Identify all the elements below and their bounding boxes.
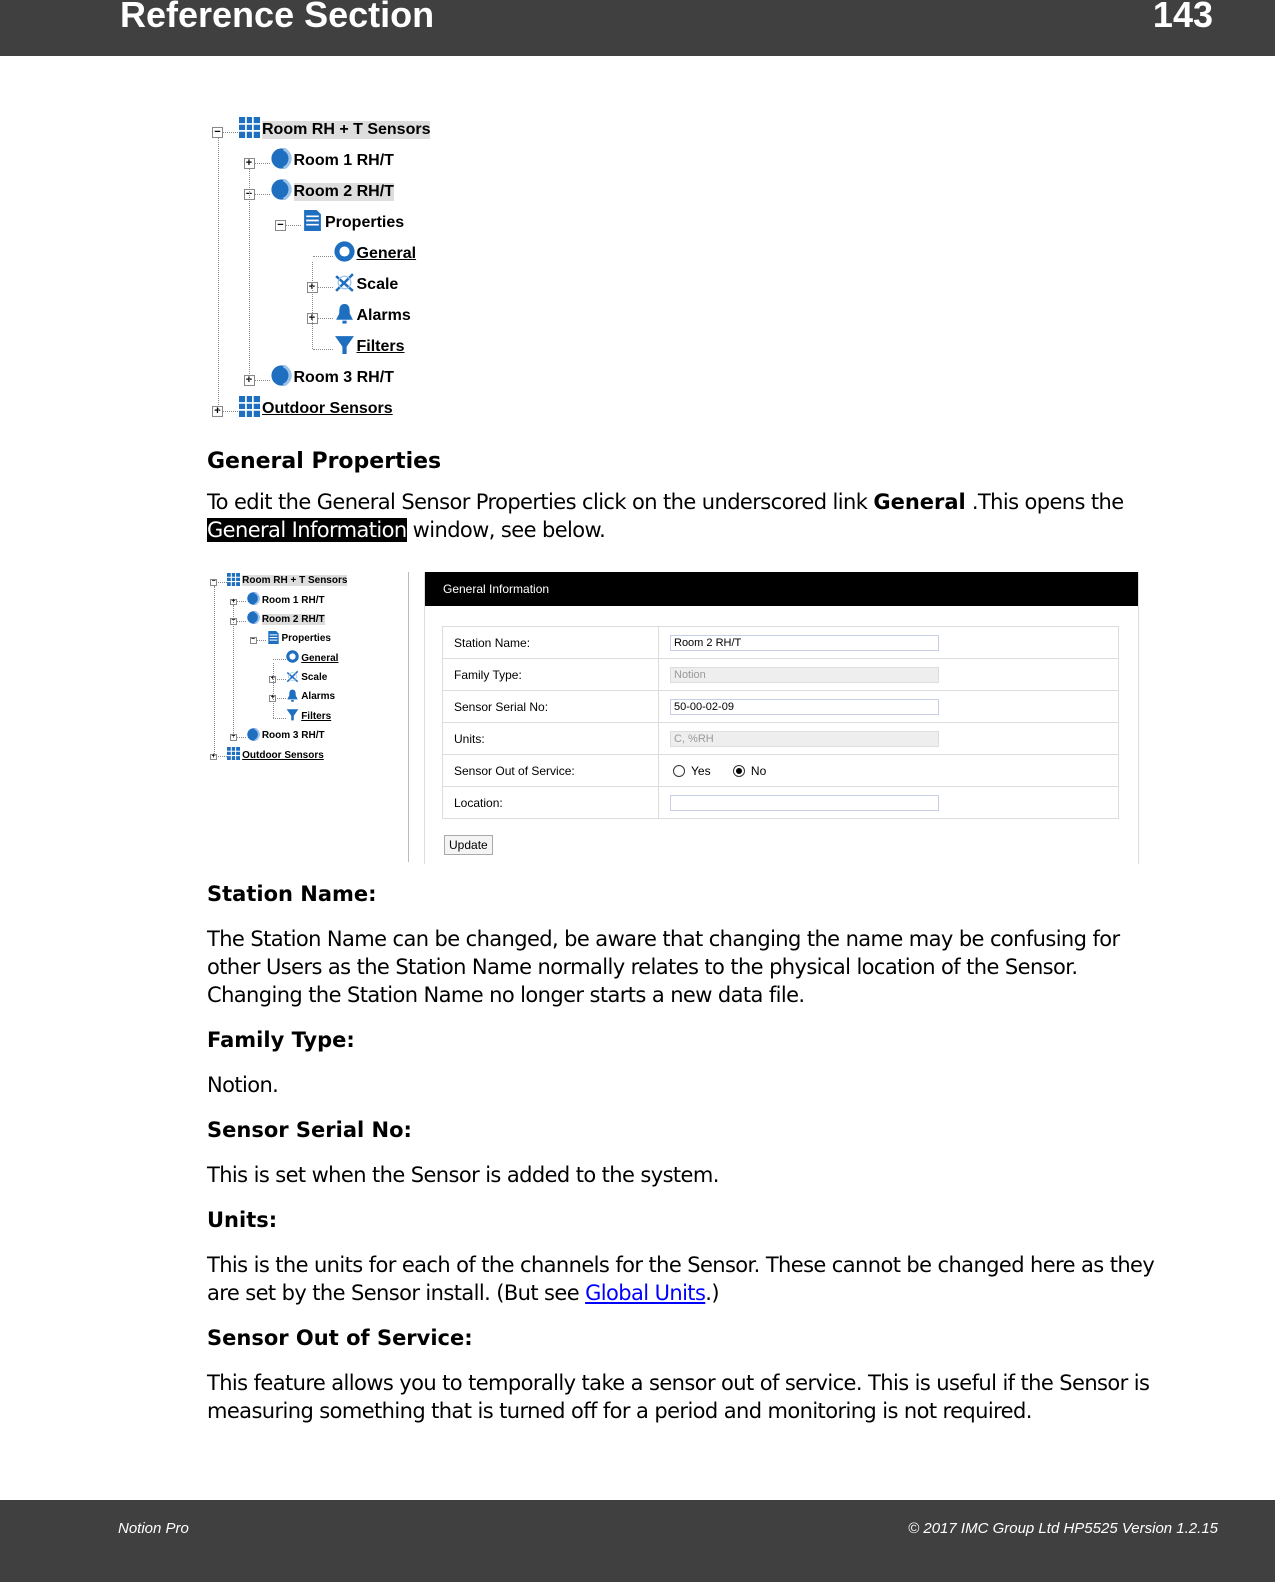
update-button[interactable]: Update <box>444 835 493 855</box>
grid-icon <box>239 396 260 422</box>
filter-icon <box>334 334 355 360</box>
expand-icon[interactable]: + <box>211 752 216 760</box>
tree-item-alarms[interactable] <box>334 300 411 331</box>
units-text <box>207 1251 1157 1307</box>
tree-item-label: Room 3 RH/T <box>293 368 394 386</box>
text: This is the units for each of the channels for the Sensor. These cannot be changed here as they are set by the Sensor install. (But see <box>207 1253 1155 1305</box>
tree-item-label: Properties <box>325 213 405 231</box>
expand-icon[interactable]: + <box>307 282 318 293</box>
radio-no[interactable] <box>733 765 745 777</box>
scale-icon <box>334 272 355 298</box>
tree-item-room-rh-t-sensors[interactable] <box>227 571 347 590</box>
collapse-icon[interactable]: − <box>251 636 256 644</box>
window-title: General Information <box>425 572 1138 606</box>
tree-item-room-2-rh-t[interactable] <box>247 610 325 629</box>
tree-item-room-2-rh-t[interactable] <box>271 176 394 207</box>
expand-icon[interactable]: + <box>231 597 236 605</box>
tree-item-outdoor-sensors[interactable] <box>239 393 393 424</box>
tree-item-scale[interactable] <box>286 668 327 687</box>
tree-item-label: Properties <box>281 633 331 645</box>
tree-item-room-3-rh-t[interactable] <box>247 726 325 745</box>
radio-yes-label: Yes <box>691 763 711 778</box>
tree-item-label: Scale <box>301 672 328 684</box>
serial-heading: Sensor Serial No: <box>207 1118 412 1142</box>
ring-icon <box>334 241 355 267</box>
tree-item-label: General <box>356 244 417 262</box>
tree-item-label: Room 2 RH/T <box>293 182 394 200</box>
grid-icon <box>239 117 260 143</box>
tree-connector <box>249 169 250 380</box>
tree-item-label: Outdoor Sensors <box>242 749 324 761</box>
page-number: 143 <box>1152 0 1213 35</box>
expand-icon[interactable]: + <box>212 406 223 417</box>
expand-icon[interactable]: + <box>270 675 275 682</box>
expand-icon[interactable]: + <box>231 733 236 741</box>
tree-item-label: Scale <box>356 275 399 293</box>
tree-item-label: Outdoor Sensors <box>262 399 393 417</box>
collapse-icon[interactable]: − <box>275 220 286 231</box>
collapse-icon[interactable]: − <box>231 616 236 624</box>
family-type-label: Family Type: <box>443 659 659 691</box>
form-row <box>443 659 1119 691</box>
form-row <box>443 723 1119 755</box>
grid-icon <box>227 747 240 763</box>
station-name-heading: Station Name: <box>207 882 377 906</box>
tree-connector <box>273 718 286 719</box>
tree-connector <box>233 605 234 737</box>
page-footer <box>0 1500 1275 1582</box>
radio-no-label: No <box>750 763 767 778</box>
form-row <box>443 787 1119 819</box>
serial-label: Sensor Serial No: <box>443 691 659 723</box>
general-information-highlight: General Information <box>207 518 407 542</box>
tree-item-label: Alarms <box>301 691 336 703</box>
sensor-icon <box>247 728 260 744</box>
collapse-icon[interactable]: − <box>211 578 216 586</box>
tree-item-filters[interactable] <box>334 331 405 362</box>
collapse-icon[interactable]: − <box>212 127 223 138</box>
family-type-text: Notion. <box>207 1073 279 1097</box>
tree-connector <box>273 659 286 660</box>
page-header <box>0 0 1275 56</box>
collapse-icon[interactable]: − <box>244 189 255 200</box>
tree-item-label: Room 3 RH/T <box>261 730 325 742</box>
tree-item-label: Room RH + T Sensors <box>262 120 431 138</box>
tree-connector <box>312 262 313 349</box>
general-properties-text <box>207 488 1157 544</box>
sensor-icon <box>271 179 292 205</box>
footer-copyright: © 2017 IMC Group Ltd HP5525 Version 1.2.15 <box>908 1520 1218 1537</box>
form-row <box>443 627 1119 659</box>
expand-icon[interactable]: + <box>244 375 255 386</box>
serial-input[interactable]: 50-00-02-09 <box>670 699 939 715</box>
expand-icon[interactable]: + <box>270 694 275 702</box>
bell-icon <box>286 689 299 705</box>
footer-product: Notion Pro <box>118 1520 189 1537</box>
units-input: C, %RH <box>670 731 939 747</box>
station-name-input[interactable]: Room 2 RH/T <box>670 635 939 651</box>
divider <box>408 572 409 862</box>
station-name-label: Station Name: <box>443 627 659 659</box>
text: .This opens the <box>965 490 1124 514</box>
units-heading: Units: <box>207 1208 278 1232</box>
scale-icon <box>286 670 299 686</box>
bell-icon <box>334 303 355 329</box>
document-icon <box>302 210 323 236</box>
text: To edit the General Sensor Properties click on the underscored link <box>207 490 874 514</box>
out-of-service-label: Sensor Out of Service: <box>443 755 659 787</box>
sensor-icon <box>271 365 292 391</box>
family-type-input: Notion <box>670 667 939 683</box>
tree-item-properties[interactable] <box>302 207 404 238</box>
sensor-tree-large <box>210 114 470 424</box>
expand-icon[interactable]: + <box>244 158 255 169</box>
sensor-icon <box>271 148 292 174</box>
tree-item-label: Filters <box>301 710 332 722</box>
tree-item-label: Filters <box>356 337 405 355</box>
section-title: Reference Section <box>120 0 435 35</box>
tree-connector <box>313 256 333 257</box>
tree-item-label: Alarms <box>356 306 411 324</box>
tree-item-alarms[interactable] <box>286 687 335 706</box>
expand-icon[interactable]: + <box>307 313 318 324</box>
tree-item-label: Room 1 RH/T <box>293 151 394 169</box>
tree-item-general[interactable] <box>286 649 338 668</box>
family-type-heading: Family Type: <box>207 1028 355 1052</box>
tree-item-label: Room 2 RH/T <box>261 613 325 625</box>
grid-icon <box>227 573 240 589</box>
out-of-service-text: This feature allows you to temporally take a sensor out of service. This is useful if the Sensor is measuring something that is turned off for a period and monitoring is not required. <box>207 1371 1150 1423</box>
location-input[interactable] <box>670 795 939 811</box>
sensor-icon <box>247 611 260 627</box>
sensor-tree-small <box>209 571 389 771</box>
tree-item-label: Room RH + T Sensors <box>242 575 348 587</box>
document-icon <box>267 631 280 647</box>
general-properties-heading: General Properties <box>207 449 442 474</box>
location-label: Location: <box>443 787 659 819</box>
text: window, see below. <box>406 518 606 542</box>
tree-connector <box>214 586 215 757</box>
tree-item-filters[interactable] <box>286 707 331 726</box>
tree-item-general[interactable] <box>334 238 417 269</box>
form-row <box>443 691 1119 723</box>
tree-connector <box>313 349 333 350</box>
out-of-service-heading: Sensor Out of Service: <box>207 1326 473 1350</box>
serial-text: This is set when the Sensor is added to the system. <box>207 1163 719 1187</box>
sensor-icon <box>247 592 260 608</box>
general-information-window <box>424 572 1139 864</box>
tree-item-label: General <box>301 652 339 664</box>
tree-item-room-rh-t-sensors[interactable] <box>239 114 430 145</box>
filter-icon <box>286 708 299 724</box>
tree-item-properties[interactable] <box>267 629 331 648</box>
general-bold: General <box>873 490 966 514</box>
tree-item-scale[interactable] <box>334 269 399 300</box>
radio-yes[interactable] <box>673 765 685 777</box>
tree-item-label: Room 1 RH/T <box>261 594 325 606</box>
general-information-form <box>442 626 1119 819</box>
global-units-link[interactable]: Global Units <box>585 1281 706 1305</box>
form-row <box>443 755 1119 787</box>
units-label: Units: <box>443 723 659 755</box>
tree-item-room-1-rh-t[interactable] <box>247 590 325 609</box>
tree-item-outdoor-sensors[interactable] <box>227 745 324 764</box>
tree-item-room-3-rh-t[interactable] <box>271 362 394 393</box>
ring-icon <box>286 650 299 666</box>
tree-item-room-1-rh-t[interactable] <box>271 145 394 176</box>
tree-connector <box>273 663 274 717</box>
text: .) <box>705 1281 719 1305</box>
station-name-text: The Station Name can be changed, be aware that changing the name may be confusing for other Users as the Station Name normally relates to the physical location of the Sensor. Changing the Station Name no longer starts a new data file. <box>207 927 1120 1007</box>
tree-connector <box>218 138 219 411</box>
